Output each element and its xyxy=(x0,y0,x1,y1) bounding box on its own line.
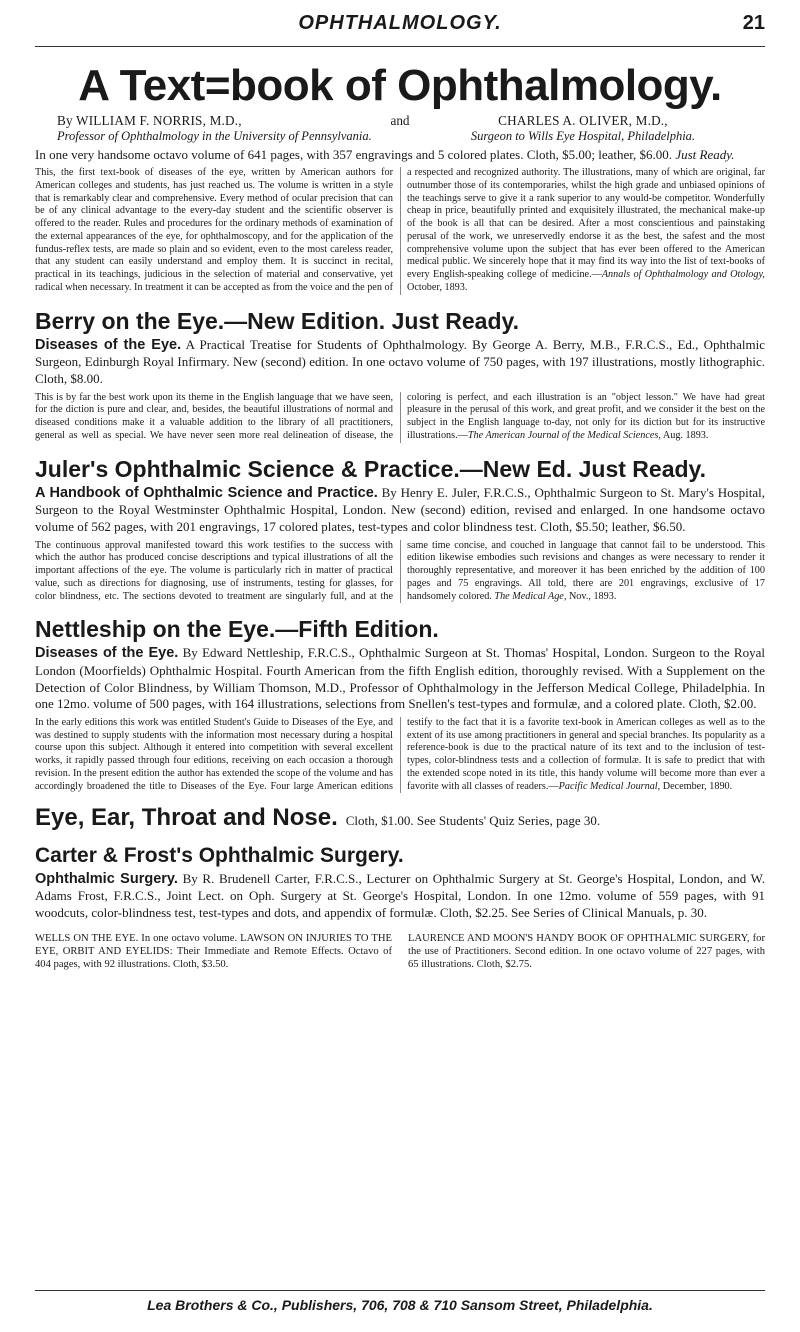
book-description xyxy=(35,644,765,712)
review-text: The continuous approval manifested toward this work testifies to the success with which the author has produced concise descriptions and typical illustrations of all the important affections of the eye. The volume is particularly rich in matter of practical value, such as directions for diagnosing, use of instruments, testing for glasses, for color blindness, etc. The sections devoted to treatment are singularly full, and at the same time concise, and couched in language that cannot fail to be understood. This edition likewise embodies such revisions and changes as were necessary to render it thoroughly representative, and moreover it has been enriched by the addition of 100 pages and 75 engravings. All told, there are 201 engravings, exclusive of 17 handsomely colored. xyxy=(35,539,765,602)
affiliation-norris: Professor of Ophthalmology in the University of Pennsylvania. xyxy=(57,129,372,144)
review-source: The American Journal of the Medical Sciences, xyxy=(467,429,661,441)
description-text: By R. Brudenell Carter, F.R.C.S., Lecturer on Ophthalmic Surgery at St. George's Hospital, London, and W. Adams Frost, F.R.C.S., Joint Lect. on Oph. Surgery at St. George's Hospital, London. In one 12mo. volume of 559 pages, with 91 woodcuts, color-blindness test, test-types and dots, and appendix of formulæ. Cloth, $2.25. See Series of Clinical Manuals, p. 30. xyxy=(35,870,766,920)
section-title-nettleship: Nettleship on the Eye.—Fifth Edition. xyxy=(35,616,439,643)
review-columns xyxy=(35,540,765,604)
section-title-eye-ear: Eye, Ear, Throat and Nose. xyxy=(35,804,338,832)
section-title-juler: Juler's Ophthalmic Science & Practice.—New Ed. Just Ready. xyxy=(35,455,707,482)
review-source: Pacific Medical Journal, xyxy=(558,780,661,792)
other-titles-right: LAURENCE AND MOON'S HANDY BOOK OF OPHTHALMIC SURGERY, for the use of Practitioners. Second edition. In one octavo volume of 227 pages, with 65 illustrations. Cloth, $2.75. xyxy=(408,933,765,971)
review-date: December, 1890. xyxy=(662,780,733,792)
review-text: This is by far the best work upon its theme in the English language that we have seen, for the diction is pure and clear, and, besides, the beautiful illustrations of normal and diseased conditions make it a valuable addition to the library of all practitioners, general as well as special. We have never seen more real delineation of disease, the coloring is perfect, and each illustration is an "object lesson." We have had great pleasure in the perusal of this work, and great profit, and we consider it the best on the subject in the English language to-day, not only for its diction but for its instructive illustrations.— xyxy=(35,391,765,441)
affiliation-oliver: Surgeon to Wills Eye Hospital, Philadelphia. xyxy=(470,129,696,144)
review-source: Annals of Ophthalmology and Otology, xyxy=(601,269,765,281)
book-title: A Handbook of Ophthalmic Science and Practice. xyxy=(35,484,378,501)
description-text: By Edward Nettleship, F.R.C.S., Ophthalmic Surgeon at St. Thomas' Hospital, London. Surgeon to the Royal London (Moorfields) Ophthalmic Hospital. Fourth American from the fifth English edition, thoroughly revised. With a Supplement on the Detection of Color Blindness, by William Thomson, M.D., Professor of Ophthalmology in the Jefferson Medical College, Philadelphia. In one 12mo. volume of 500 pages, with 164 illustrations, selections from Snellen's test-types and formulæ, and a colored plate. Cloth, $2.00. xyxy=(35,645,765,712)
section-title-berry: Berry on the Eye.—New Edition. Just Ready. xyxy=(35,307,519,334)
book-description xyxy=(35,336,765,388)
description-text: A Practical Treatise for Students of Ophthalmology. By George A. Berry, M.B., F.R.C.S., Ed., Ophthalmic Surgeon, Edinburgh Royal Infirmary. New (second) edition. In one octavo volume of 750 pages, with 197 illustrations, mostly lithographic. Cloth, $8.00. xyxy=(35,336,765,386)
book-title: Diseases of the Eye. xyxy=(35,645,179,662)
and-conjunction: and xyxy=(390,113,410,129)
authors-row xyxy=(35,113,765,143)
publisher-footer: Lea Brothers & Co., Publishers, 706, 708 & 710 Sansom Street, Philadelphia. xyxy=(35,1290,765,1313)
page-number: 21 xyxy=(742,12,765,34)
section-title-norris-oliver: A Text=book of Ophthalmology. xyxy=(78,61,722,110)
book-description xyxy=(35,484,765,536)
book-description xyxy=(35,870,765,922)
running-title: OPHTHALMOLOGY. xyxy=(298,12,502,34)
book-description xyxy=(35,147,765,164)
author-oliver: CHARLES A. OLIVER, M.D., xyxy=(498,113,668,129)
review-date: Nov., 1893. xyxy=(568,590,617,602)
section-title-carter-frost: Carter & Frost's Ophthalmic Surgery. xyxy=(35,843,404,867)
other-titles-left: WELLS ON THE EYE. In one octavo volume. LAWSON ON INJURIES TO THE EYE, ORBIT AND EYELIDS: Their Immediate and Remote Effects. Octavo of 404 pages, with 92 illustrations. Cloth, $3.50. xyxy=(35,933,392,971)
page xyxy=(35,0,765,972)
review-columns xyxy=(35,717,765,794)
author-norris: By WILLIAM F. NORRIS, M.D., xyxy=(57,113,242,129)
other-titles xyxy=(35,933,765,972)
review-text: In the early editions this work was entitled Student's Guide to Diseases of the Eye, and was destined to supply students with the information most necessary during a hospital course upon this subject. Although it entered into competition with several excellent works, it rapidly passed through four editions, receiving on each occasion a thorough revision. In the present edition the author has extended the scope of the volume and has accordingly broadened the title to Diseases of the Eye. Four large American editions testify to the fact that it is a favorite text-book in American colleges as well as to the extent of its use among practitioners in general and special branches. Its popularity as a reference-book is due to the practical nature of its text and to the inclusion of test-types, color-blindness tests and a collection of formulæ. It is safe to predict that with the extended scope noted in its title, this handy volume will become more than ever a favorite with all classes of readers.— xyxy=(35,716,765,792)
review-date: October, 1893. xyxy=(407,281,468,293)
book-title: Ophthalmic Surgery. xyxy=(35,870,178,887)
just-ready-label: Just Ready. xyxy=(675,146,735,162)
review-date: Aug. 1893. xyxy=(662,429,709,441)
eye-ear-throat-nose-row xyxy=(35,805,765,830)
description-text: Cloth, $1.00. See Students' Quiz Series, page 30. xyxy=(345,813,601,829)
review-columns xyxy=(35,392,765,443)
description-text: By Henry E. Juler, F.R.C.S., Ophthalmic Surgeon to St. Mary's Hospital, Surgeon to the Royal Westminster Ophthalmic Hospital, London. New (second) edition, revised and enlarged. In one handsome octavo volume of 562 pages, with 201 engravings, 17 colored plates, test-types and color blindness test. Cloth, $5.50; leather, $6.50. xyxy=(35,484,766,534)
running-header xyxy=(35,6,765,47)
book-title: Diseases of the Eye. xyxy=(35,336,182,353)
review-source: The Medical Age, xyxy=(494,590,567,602)
review-columns xyxy=(35,167,765,295)
review-text: This, the first text-book of diseases of the eye, written by American authors for American colleges and students, has just reached us. The volume is written in a style that is remarkably clear and comprehensive. Every method of ocular precision that can be of any clinical advantage to the every-day student and the scientific observer is offered to the reader. Rules and procedures for the ordinary methods of examination of the external appearances of the eye, for ophthalmoscopy, and for the application of the fundus-reflex tests, are made so plain and so evident, even to the most careless reader, that any student can easily understand and employ them. It is succinct in recital, practical in its teachings, judicious in the selection of material and conservative, yet radical when necessary. In treatment it can be accepted as from the voice and the pen of a respected and recognized authority. The illustrations, many of which are original, far outnumber those of its contemporaries, whilst the high grade and unbiased opinions of the teachings serve to give it a rank superior to any would-be competitor. Wonderfully cheap in price, beautifully printed and exquisitely illustrated, the mechanical make-up of the book is all that can be desired. After a most conscientious and painstaking perusal of the work, we unreservedly endorse it as the best, the safest and the most comprehensive volume upon the subject that has ever been offered to the American medical public. We sincerely hope that it may find its way into the list of text-books of every English-speaking college of medicine.— xyxy=(35,167,765,293)
description-text: In one very handsome octavo volume of 641 pages, with 357 engravings and 5 colored plates. Cloth, $5.00; leather, $6.00. xyxy=(35,146,673,162)
